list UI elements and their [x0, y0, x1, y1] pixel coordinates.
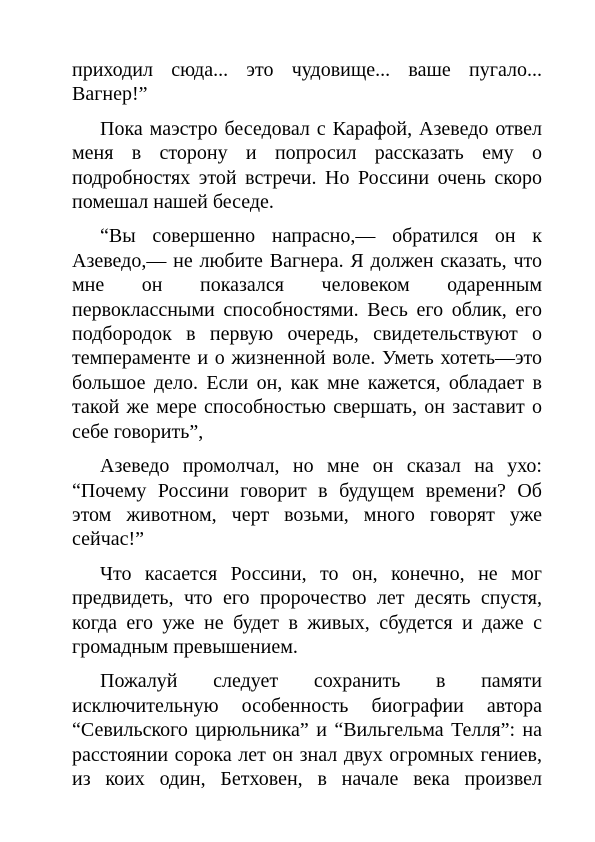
- text-line: “Вы совершенно напрасно,— обратился он к: [100, 225, 542, 248]
- paragraph: [72, 117, 542, 215]
- text-line: из коих один, Бетховен, в начале века произвел: [72, 767, 542, 790]
- text-line: подробностях этой встречи. Но Россини очень скоро: [72, 166, 542, 189]
- text-line: первоклассными способностями. Весь его облик, его: [72, 298, 542, 321]
- text-line: помешал нашей беседе.: [72, 191, 274, 214]
- text-line: большое дело. Если он, как мне кажется, обладает в: [72, 371, 542, 394]
- text-line: расстоянии сорока лет он знал двух огромных гениев,: [72, 743, 542, 766]
- text-line: когда его уже не будет в живых, сбудется и даже с: [72, 611, 542, 634]
- text-line: себе говорить”,: [72, 420, 204, 443]
- text-line: громадным превышением.: [72, 635, 298, 658]
- text-line: этом животном, черт возьми, много говорят уже: [72, 503, 542, 526]
- paragraph: [72, 669, 542, 791]
- text-line: такой же мере способностью свершать, он заставит о: [72, 396, 542, 419]
- paragraph: [72, 562, 542, 660]
- text-line: Азеведо,— не любите Вагнера. Я должен сказать, что: [72, 249, 542, 272]
- text-line: Пока маэстро беседовал с Карафой, Азеведо отвел: [100, 117, 542, 140]
- text-line: приходил сюда... это чудовище... ваше пугало...: [72, 59, 542, 81]
- text-line: сейчас!”: [72, 528, 145, 551]
- text-line: мне он показался человеком одаренным: [72, 274, 542, 297]
- text-line: Азеведо промолчал, но мне он сказал на ухо:: [100, 455, 542, 478]
- paragraph: [72, 58, 542, 107]
- paragraph: [72, 454, 542, 552]
- paragraph: [72, 224, 542, 444]
- text-line: Пожалуй следует сохранить в памяти: [100, 670, 542, 693]
- document-page: [72, 58, 542, 801]
- text-line: Вагнер!”: [72, 83, 148, 106]
- text-line: предвидеть, что его пророчество лет десять спустя,: [72, 587, 542, 610]
- text-line: темпераменте и о жизненной воле. Уметь хотеть—это: [72, 347, 542, 370]
- text-line: исключительную особенность биографии автора: [72, 694, 542, 717]
- text-line: меня в сторону и попросил рассказать ему о: [72, 142, 542, 165]
- text-line: “Севильского цирюльника” и “Вильгельма Телля”: на: [72, 719, 542, 742]
- text-line: “Почему Россини говорит в будущем времени? Об: [72, 479, 542, 502]
- text-line: подбородок в первую очередь, свидетельствуют о: [72, 323, 542, 346]
- text-line: Что касается Россини, то он, конечно, не мог: [100, 562, 542, 585]
